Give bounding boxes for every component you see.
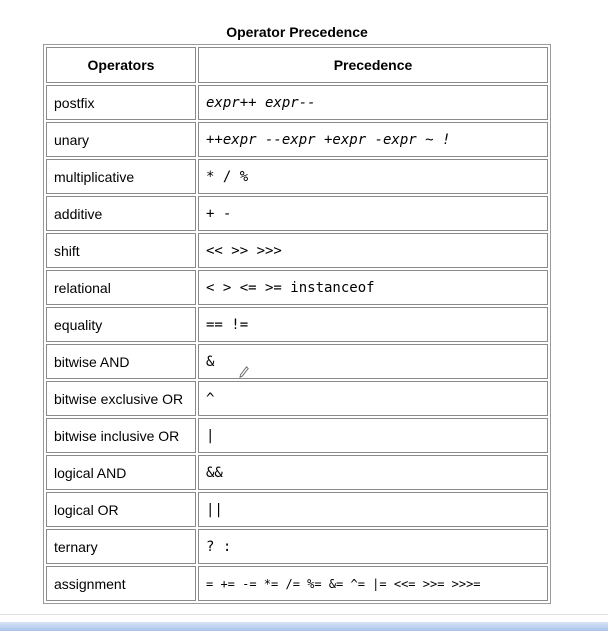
table-row	[46, 196, 548, 231]
operator-precedence-table	[43, 44, 551, 604]
row-name: multiplicative	[46, 159, 196, 194]
bottom-band	[0, 622, 608, 631]
divider	[0, 614, 608, 615]
row-name: relational	[46, 270, 196, 305]
row-name: logical AND	[46, 455, 196, 490]
pencil-icon	[239, 366, 249, 378]
row-operators: |	[198, 418, 548, 453]
table-row	[46, 566, 548, 601]
header-precedence: Precedence	[198, 47, 548, 83]
row-name: logical OR	[46, 492, 196, 527]
row-operators: * / %	[198, 159, 548, 194]
table-header-row	[46, 47, 548, 83]
table-row	[46, 344, 548, 379]
table-row	[46, 85, 548, 120]
row-operators: << >> >>>	[198, 233, 548, 268]
row-name: unary	[46, 122, 196, 157]
row-name: bitwise exclusive OR	[46, 381, 196, 416]
row-name: ternary	[46, 529, 196, 564]
table-row	[46, 233, 548, 268]
row-name: additive	[46, 196, 196, 231]
table-row	[46, 529, 548, 564]
row-name: assignment	[46, 566, 196, 601]
row-operators: &	[198, 344, 548, 379]
row-name: postfix	[46, 85, 196, 120]
row-operators: ? :	[198, 529, 548, 564]
row-name: equality	[46, 307, 196, 342]
row-operators: ++expr --expr +expr -expr ~ !	[198, 122, 548, 157]
row-operators: ||	[198, 492, 548, 527]
table-row	[46, 270, 548, 305]
row-operators: < > <= >= instanceof	[198, 270, 548, 305]
table-row	[46, 455, 548, 490]
table-row	[46, 159, 548, 194]
table-row	[46, 307, 548, 342]
row-operators: expr++ expr--	[198, 85, 548, 120]
table-row	[46, 122, 548, 157]
table-row	[46, 418, 548, 453]
header-operators: Operators	[46, 47, 196, 83]
row-name: bitwise AND	[46, 344, 196, 379]
table-row	[46, 381, 548, 416]
row-name: bitwise inclusive OR	[46, 418, 196, 453]
row-operators: == !=	[198, 307, 548, 342]
row-operators: + -	[198, 196, 548, 231]
table-title: Operator Precedence	[226, 24, 368, 40]
row-operators: = += -= *= /= %= &= ^= |= <<= >>= >>>=	[198, 566, 548, 601]
table-row	[46, 492, 548, 527]
row-name: shift	[46, 233, 196, 268]
row-operators: ^	[198, 381, 548, 416]
row-operators: &&	[198, 455, 548, 490]
